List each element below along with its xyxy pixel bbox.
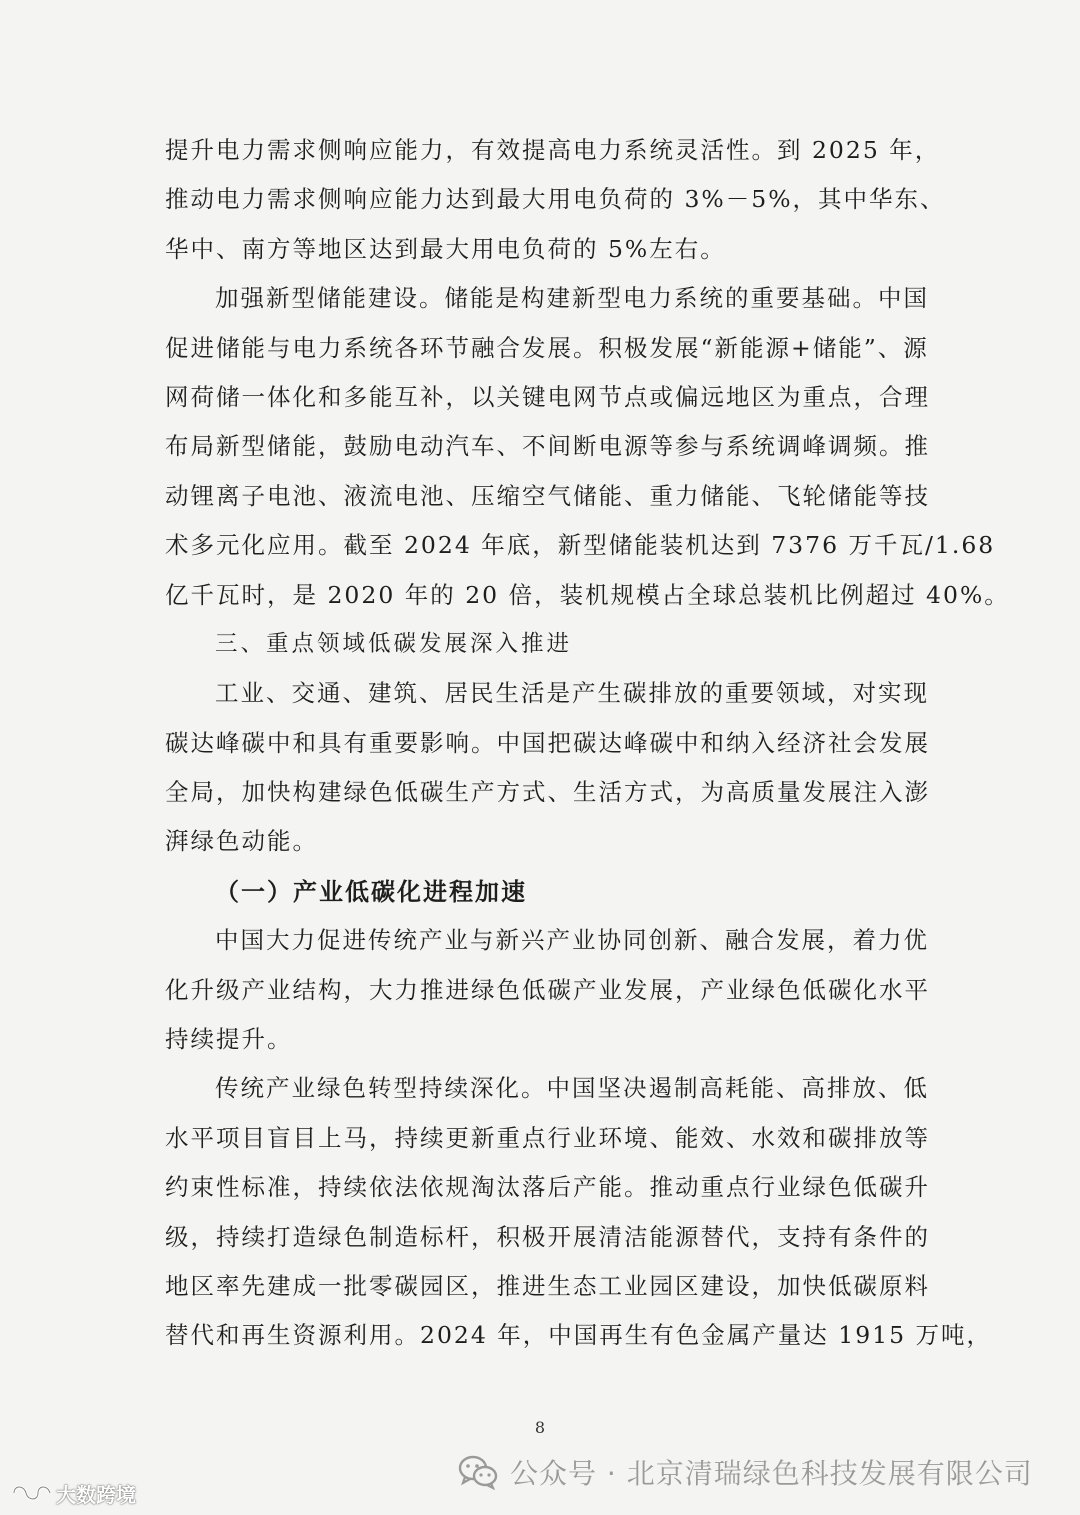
- text-line: 传统产业绿色转型持续深化。中国坚决遏制高耗能、高排放、低: [215, 1074, 929, 1103]
- corner-watermark: [12, 1478, 136, 1508]
- text-line: 提升电力需求侧响应能力，有效提高电力系统灵活性。到 2025 年，: [165, 136, 941, 164]
- text-line: 级，持续打造绿色制造标杆，积极开展清洁能源替代，支持有条件的: [165, 1222, 930, 1251]
- footer-watermark: [458, 1452, 1033, 1492]
- text-line: 地区率先建成一批零碳园区，推进生态工业园区建设，加快低碳原料: [165, 1271, 930, 1300]
- corner-watermark-text: 大数跨境: [56, 1482, 136, 1507]
- text-line: 网荷储一体化和多能互补，以关键电网节点或偏远地区为重点，合理: [165, 382, 930, 411]
- text-line: 动锂离子电池、液流电池、压缩空气储能、重力储能、飞轮储能等技: [165, 481, 930, 510]
- document-body: [165, 126, 1010, 1361]
- text-line: 持续提升。: [165, 1025, 293, 1054]
- text-line: 化升级产业结构，大力推进绿色低碳产业发展，产业绿色低碳化水平: [165, 975, 930, 1004]
- text-line: 亿千瓦时，是 2020 年的 20 倍，装机规模占全球总装机比例超过 40%。: [165, 580, 1010, 609]
- text-line: 布局新型储能，鼓励电动汽车、不间断电源等参与系统调峰调频。推: [165, 432, 930, 461]
- text-line: 湃绿色动能。: [165, 827, 318, 856]
- page-number: 8: [534, 1418, 546, 1437]
- text-line: 工业、交通、建筑、居民生活是产生碳排放的重要领域，对实现: [215, 679, 929, 708]
- text-line: 水平项目盲目上马，持续更新重点行业环境、能效、水效和碳排放等: [165, 1123, 930, 1152]
- text-line: 推动电力需求侧响应能力达到最大用电负荷的 3%－5%，其中华东、: [165, 185, 946, 214]
- text-line: 全局，加快构建绿色低碳生产方式、生活方式，为高质量发展注入澎: [165, 778, 930, 807]
- footer-watermark-text: 公众号 · 北京清瑞绿色科技发展有限公司: [510, 1457, 1033, 1490]
- text-line: 中国大力促进传统产业与新兴产业协同创新、融合发展，着力优: [215, 926, 929, 955]
- wechat-icon: [458, 1455, 498, 1489]
- section-heading: （一）产业低碳化进程加速: [215, 876, 527, 906]
- text-line: 华中、南方等地区达到最大用电负荷的 5%左右。: [165, 234, 726, 263]
- text-line: 术多元化应用。截至 2024 年底，新型储能装机达到 7376 万千瓦/1.68: [165, 531, 996, 560]
- text-line: 碳达峰碳中和具有重要影响。中国把碳达峰碳中和纳入经济社会发展: [165, 728, 930, 757]
- logo-icon: [12, 1481, 52, 1505]
- text-line: 加强新型储能建设。储能是构建新型电力系统的重要基础。中国: [215, 284, 929, 313]
- text-line: 替代和再生资源利用。2024 年，中国再生有色金属产量达 1915 万吨，: [165, 1321, 993, 1350]
- text-line: 促进储能与电力系统各环节融合发展。积极发展“新能源+储能”、源: [165, 333, 929, 362]
- section-heading: 三、重点领域低碳发展深入推进: [215, 630, 573, 657]
- text-line: 约束性标准，持续依法依规淘汰落后产能。推动重点行业绿色低碳升: [165, 1173, 930, 1202]
